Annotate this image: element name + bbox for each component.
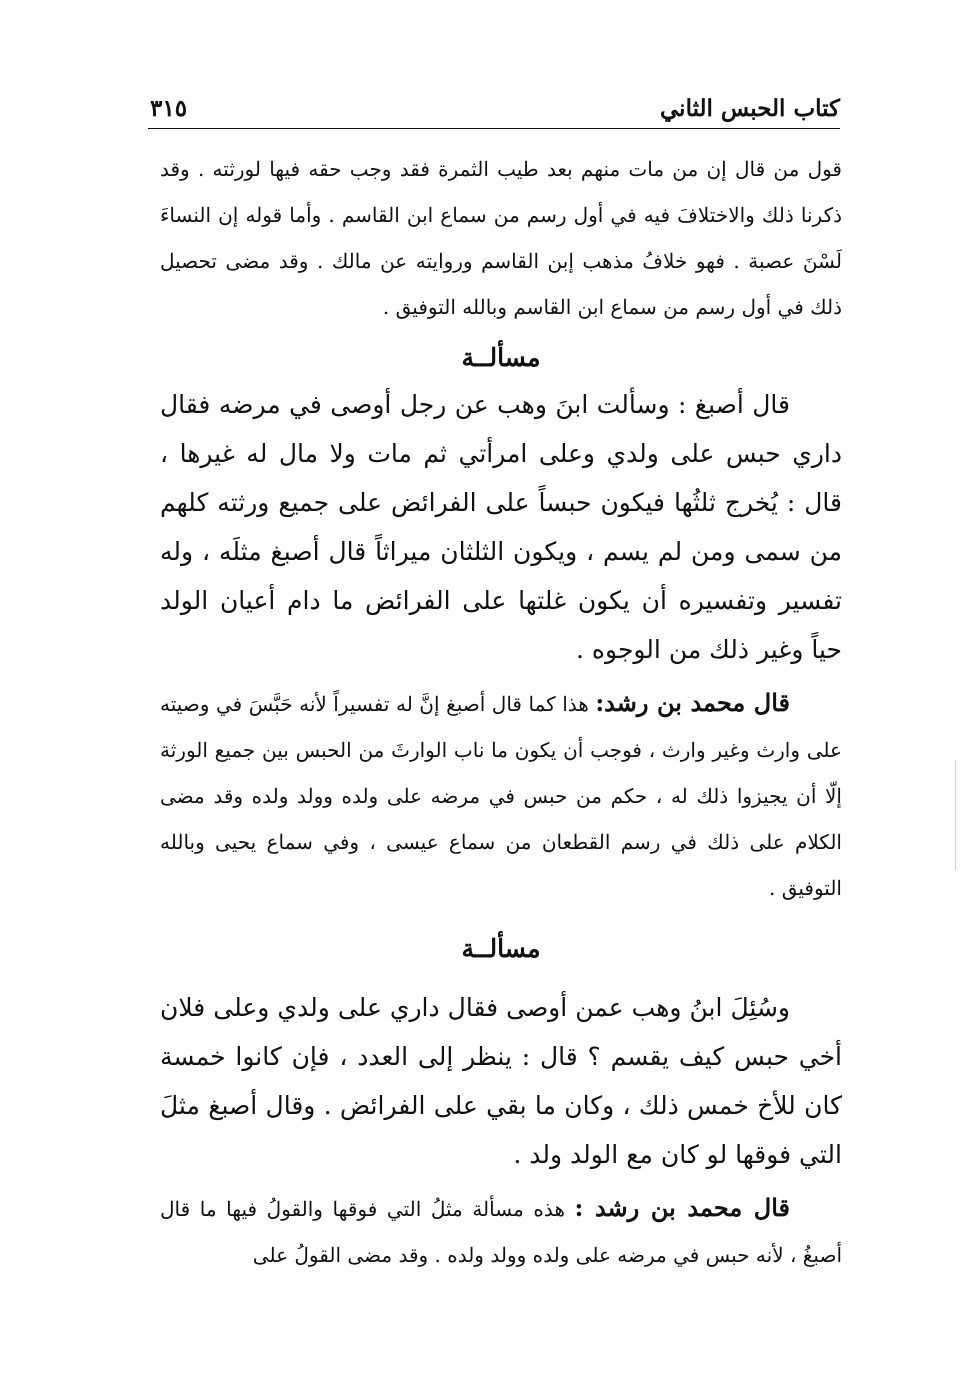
commentary-speaker: قال محمد بن رشد : <box>574 1193 790 1222</box>
intro-paragraph: قول من قال إن من مات منهم بعد طيب الثمرة فقد وجب حقه فيها لورثته . وقد ذكرنا ذلك والاختلافَ فيه في أول رسم من سماع ابن القاسم . وأما قوله إن النساءَ لَسْنَ عصبة . فهو خلافُ مذهب إبن القاسم وروايته عن مالك . وقد مضى تحصيل ذلك في أول رسم من سماع ابن القاسم وبالله التوفيق . <box>160 157 842 319</box>
book-title: كتاب الحبس الثاني <box>660 95 840 122</box>
commentary-text: هذه مسألة مثلُ التي فوقها والقولُ فيها ما قال أصبغُ ، لأنه حبس في مرضه على ولده وولد ولده . وقد مضى القولُ على <box>160 1197 842 1267</box>
page-number: ٣١٥ <box>150 95 188 122</box>
commentary-text: هذا كما قال أصبغ إنَّ له تفسيراً لأنه حَبَّسَ في وصيته على وارث وغير وارث ، فوجب أن يكون ما ناب الوارثَ من الحبس بين جميع الورثة إلّا أن يجيزوا ذلك له ، حكم من حبس في مرضه على ولده وولد ولده وقد مضى الكلام على ذلك في رسم القطعان من سماع عيسى ، وفي سماع يحيى وبالله التوفيق . <box>160 692 842 900</box>
commentary-paragraph <box>160 1185 842 1278</box>
question-paragraph: قال أصبغ : وسألت ابنَ وهب عن رجل أوصى في مرضه فقال داري حبس على ولدي وعلى امرأتي ثم مات ولا مال له غيرها ، قال : يُخرج ثلثُها فيكون حبساً على الفرائض على جميع ورثته كلهم من سمى ومن لم يسم ، ويكون الثلثان ميراثاً قال أصبغ مثلَه ، وله تفسير وتفسيره أن يكون غلتها على الفرائض ما دام أعيان الولد حياً وغير ذلك من الوجوه . <box>160 390 842 664</box>
page-body <box>160 146 842 1278</box>
commentary-paragraph <box>160 680 842 911</box>
section-heading: مسألــة <box>461 934 541 963</box>
scan-margin-mark <box>955 760 956 870</box>
commentary-speaker: قال محمد بن رشد: <box>595 688 790 717</box>
header-rule <box>148 128 840 129</box>
running-header <box>150 78 840 122</box>
section-heading: مسألــة <box>461 343 541 372</box>
question-paragraph: وسُئِلَ ابنُ وهب عمن أوصى فقال داري على ولدي وعلى فلان أخي حبس كيف يقسم ؟ قال : ينظر إلى العدد ، فإن كانوا خمسة كان للأخ خمس ذلك ، وكان ما بقي على الفرائض . وقال أصبغ مثلَ التي فوقها لو كان مع الولد ولد . <box>160 993 842 1169</box>
